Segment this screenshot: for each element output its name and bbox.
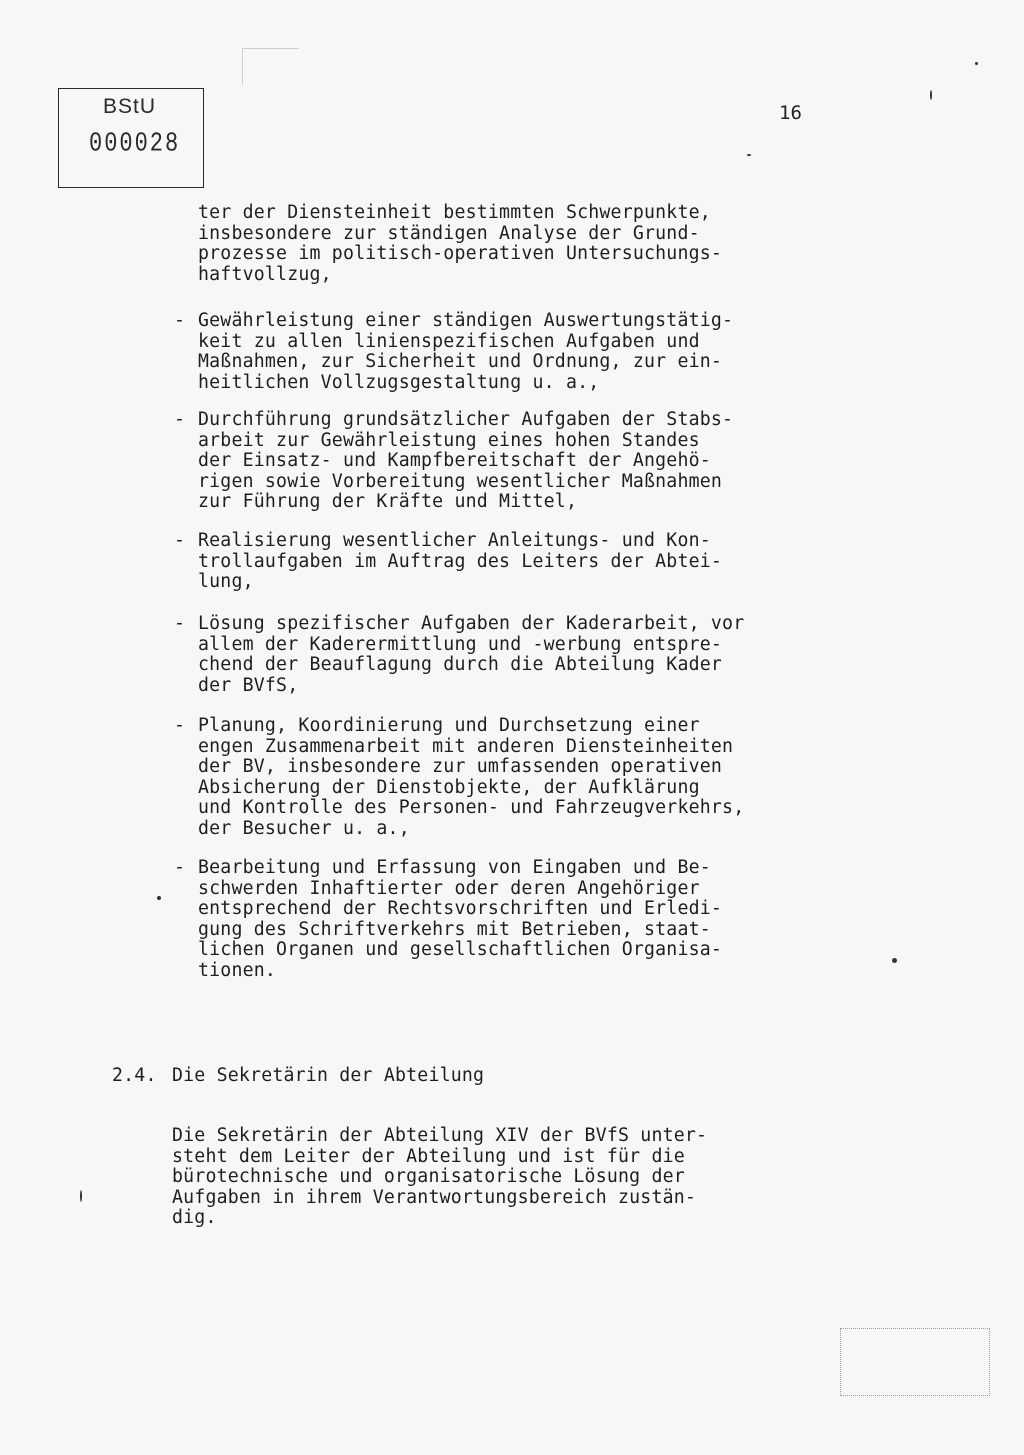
scan-mark <box>747 154 751 156</box>
scan-mark <box>975 62 978 65</box>
list-dash: - <box>174 310 185 331</box>
stamp-number: 000028 <box>89 129 181 159</box>
section-title: Die Sekretärin der Abteilung <box>172 1065 485 1086</box>
list-item-line: prozesse im politisch-operativen Untersuchungs- <box>198 243 723 264</box>
list-dash: - <box>174 857 185 878</box>
list-item-line: lung, <box>198 571 254 592</box>
list-item-line: Planung, Koordinierung und Durchsetzung einer <box>198 715 700 736</box>
scan-mark <box>157 896 161 900</box>
list-item-line: engen Zusammenarbeit mit anderen Diensteinheiten <box>198 735 734 757</box>
list-item-line: insbesondere zur ständigen Analyse der Grund- <box>198 222 700 244</box>
list-dash: - <box>174 715 185 736</box>
list-item-line: gung des Schriftverkehrs mit Betrieben, staat- <box>198 918 711 940</box>
list-item-line: Realisierung wesentlicher Anleitungs- und Kon- <box>198 530 711 551</box>
list-item-line: Bearbeitung und Erfassung von Eingaben und Be- <box>198 857 711 878</box>
list-item-line: ter der Diensteinheit bestimmten Schwerpunkte, <box>198 202 711 223</box>
list-item-line: der BVfS, <box>198 674 299 696</box>
list-item-line: allem der Kaderermittlung und -werbung entspre- <box>198 633 723 655</box>
list-item-line: Lösung spezifischer Aufgaben der Kaderarbeit, vor <box>198 613 745 634</box>
list-item-line: der Einsatz- und Kampfbereitschaft der Angehö- <box>198 450 711 471</box>
list-item-line: Maßnahmen, zur Sicherheit und Ordnung, zur ein- <box>198 351 723 372</box>
paragraph-line: bürotechnische und organisatorische Lösung der <box>172 1166 685 1187</box>
faint-archive-stamp <box>840 1328 990 1396</box>
scan-mark <box>80 1190 82 1202</box>
section-number: 2.4. <box>112 1065 157 1086</box>
paragraph-line: Die Sekretärin der Abteilung XIV der BVfS unter- <box>172 1125 708 1146</box>
list-item-line: Absicherung der Dienstobjekte, der Aufklärung <box>198 776 700 798</box>
archive-stamp <box>58 88 204 188</box>
faint-corner-mark <box>242 48 299 85</box>
list-dash: - <box>174 613 185 634</box>
stamp-label: BStU <box>103 95 157 118</box>
list-item-line: tionen. <box>198 959 277 981</box>
list-item-line: entsprechend der Rechtsvorschriften und Erledi- <box>198 898 723 919</box>
list-item-line: lichen Organen und gesellschaftlichen Organisa- <box>198 939 723 960</box>
scan-mark <box>892 958 897 963</box>
list-dash: - <box>174 409 185 430</box>
list-item-line: heitlichen Vollzugsgestaltung u. a., <box>198 371 600 393</box>
list-item-line: arbeit zur Gewährleistung eines hohen Standes <box>198 429 700 451</box>
paragraph-line: Aufgaben in ihrem Verantwortungsbereich zustän- <box>172 1186 697 1208</box>
list-item-line: und Kontrolle des Personen- und Fahrzeugverkehrs, <box>198 797 745 818</box>
list-dash: - <box>174 530 185 551</box>
list-item-line: der Besucher u. a., <box>198 817 410 839</box>
page-number: 16 <box>779 102 802 124</box>
list-item-line: rigen sowie Vorbereitung wesentlicher Maßnahmen <box>198 470 723 492</box>
list-item-line: der BV, insbesondere zur umfassenden operativen <box>198 756 723 777</box>
list-item-line: keit zu allen linienspezifischen Aufgaben und <box>198 330 700 352</box>
scan-mark <box>930 90 932 100</box>
paragraph-line: dig. <box>172 1207 217 1228</box>
list-item-line: trollaufgaben im Auftrag des Leiters der Abtei- <box>198 550 723 572</box>
list-item-line: Gewährleistung einer ständigen Auswertungstätig- <box>198 310 734 331</box>
list-item-line: haftvollzug, <box>198 263 332 285</box>
list-item-line: chend der Beauflagung durch die Abteilung Kader <box>198 654 723 675</box>
list-item-line: zur Führung der Kräfte und Mittel, <box>198 491 578 512</box>
list-item-line: Durchführung grundsätzlicher Aufgaben der Stabs- <box>198 409 734 430</box>
list-item-line: schwerden Inhaftierter oder deren Angehöriger <box>198 877 700 899</box>
paragraph-line: steht dem Leiter der Abteilung und ist für die <box>172 1145 685 1167</box>
